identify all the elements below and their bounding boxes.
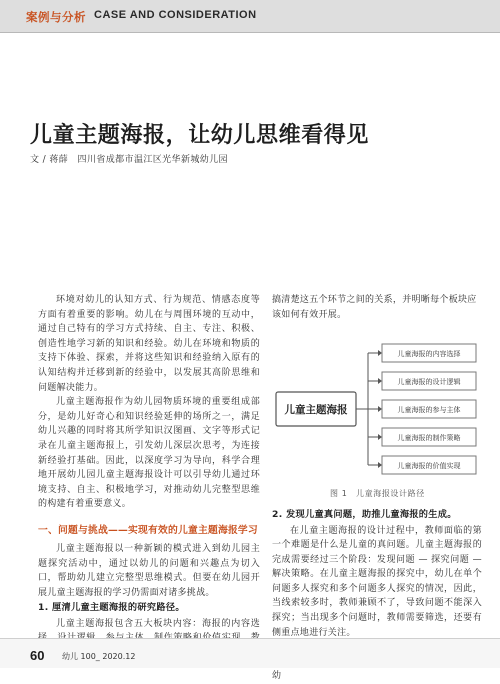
subsection-1-paragraph: 儿童主题海报包含五大板块内容：海报的内容选 [56, 618, 260, 629]
intro-paragraph-2: 儿童主题海报作为幼儿园物质环境的重要组成部分，是幼儿好奇心和知识经验延伸的场所之一，满足幼儿兴趣的同时将其所学知识汉图画、文字等形式记录在儿童主题海报上，引发幼儿深层次思考，为连接新经验打基础。因此，以深度学习为导向，科学合理地开展幼儿园儿童主题海报设计可以引导幼儿通过环境支持、自主、积极地学习，对推动幼儿完整型思维的构建有着重要意义。 [38, 397, 260, 510]
branch-label-3: 儿童海报的参与主体 [397, 406, 461, 414]
branch-label-5: 儿童海报的价值实现 [397, 462, 461, 470]
subsection-1-heading: 1. 厘清儿童主题海报的研究路径。 [38, 602, 185, 614]
left-column [38, 293, 260, 661]
branch-label-4: 儿童海报的制作策略 [397, 434, 461, 442]
center-node-label: 儿童主题海报 [284, 404, 348, 416]
subsection-2-heading: 2. 发现儿童真问题，助推儿童海报的生成。 [272, 509, 457, 520]
continued-paragraph: 搞清楚这五个环节之间的关系，并明晰每个板块应该如何有效开展。 [272, 295, 477, 320]
section-name-cn: 案例与分析 [26, 10, 86, 24]
page-footer [0, 638, 500, 668]
branch-label-1: 儿童海报的内容选择 [397, 350, 461, 358]
section-1-heading: 一、问题与挑战——实现有效的儿童主题海报学习 [38, 524, 258, 536]
section-name-en: CASE AND CONSIDERATION [94, 9, 257, 21]
case-paragraph: 幼 [272, 671, 282, 682]
figure-caption: 图 1 儿童海报设计路径 [330, 489, 425, 498]
section-header-bar [0, 0, 500, 33]
arrow-right-icon [378, 378, 382, 384]
branch-label-2: 儿童海报的设计逻辑 [397, 378, 461, 386]
branch-nodes [368, 344, 476, 474]
journal-issue: 幼儿 100_ 2020.12 [62, 652, 136, 661]
subsection-2-paragraph: 在儿童主题海报的设计过程中，教师面临的第一个难题是什么是儿童的真问题。儿童主题海报的完成需要经过三个阶段：发现问题 — 探究问题 — 解决策略。在儿童主题海报的探究中，幼儿在单个问题多人探究和多个问题多人探究的情况，因此，当线索较多时，教师兼顾不了，导致问题不能深入探究；当出现多个问题时，教师需要筛选，还要有侧重点地进行关注。 [272, 525, 482, 638]
arrow-right-icon [378, 350, 382, 356]
arrow-right-icon [378, 434, 382, 440]
page-number: 60 [30, 648, 45, 663]
intro-paragraph-1: 环境对幼儿的认知方式、行为规范、情感态度等方面有着重要的影响。幼儿在与周围环境的互动中，通过自己特有的学习方式持续、自主、专注、积极、创造性地学习新的知识和经验。幼儿在环境和物质的支持下体验、探索，并将这些知识和经验纳入原有的认知结构并迁移到新的经验中，以发展其高阶思维和问题解决能力。 [38, 295, 260, 393]
article-title: 儿童主题海报，让幼儿思维看得见 [30, 123, 370, 148]
right-column-top [272, 293, 482, 322]
poster-design-path-diagram [272, 340, 482, 482]
arrow-right-icon [378, 406, 382, 412]
article-byline: 文 / 蒋薛 四川省成都市温江区光华新城幼儿园 [30, 155, 228, 165]
section-1-paragraph: 儿童主题海报以一种新颖的模式进入到幼儿园主题探究活动中，通过以幼儿的问题和兴趣点为切入口，帮助幼儿建立完整型思维模式。但要在幼儿园开展儿童主题海报的学习仍需面对诸多挑战。 [38, 543, 260, 598]
arrow-right-icon [378, 462, 382, 468]
